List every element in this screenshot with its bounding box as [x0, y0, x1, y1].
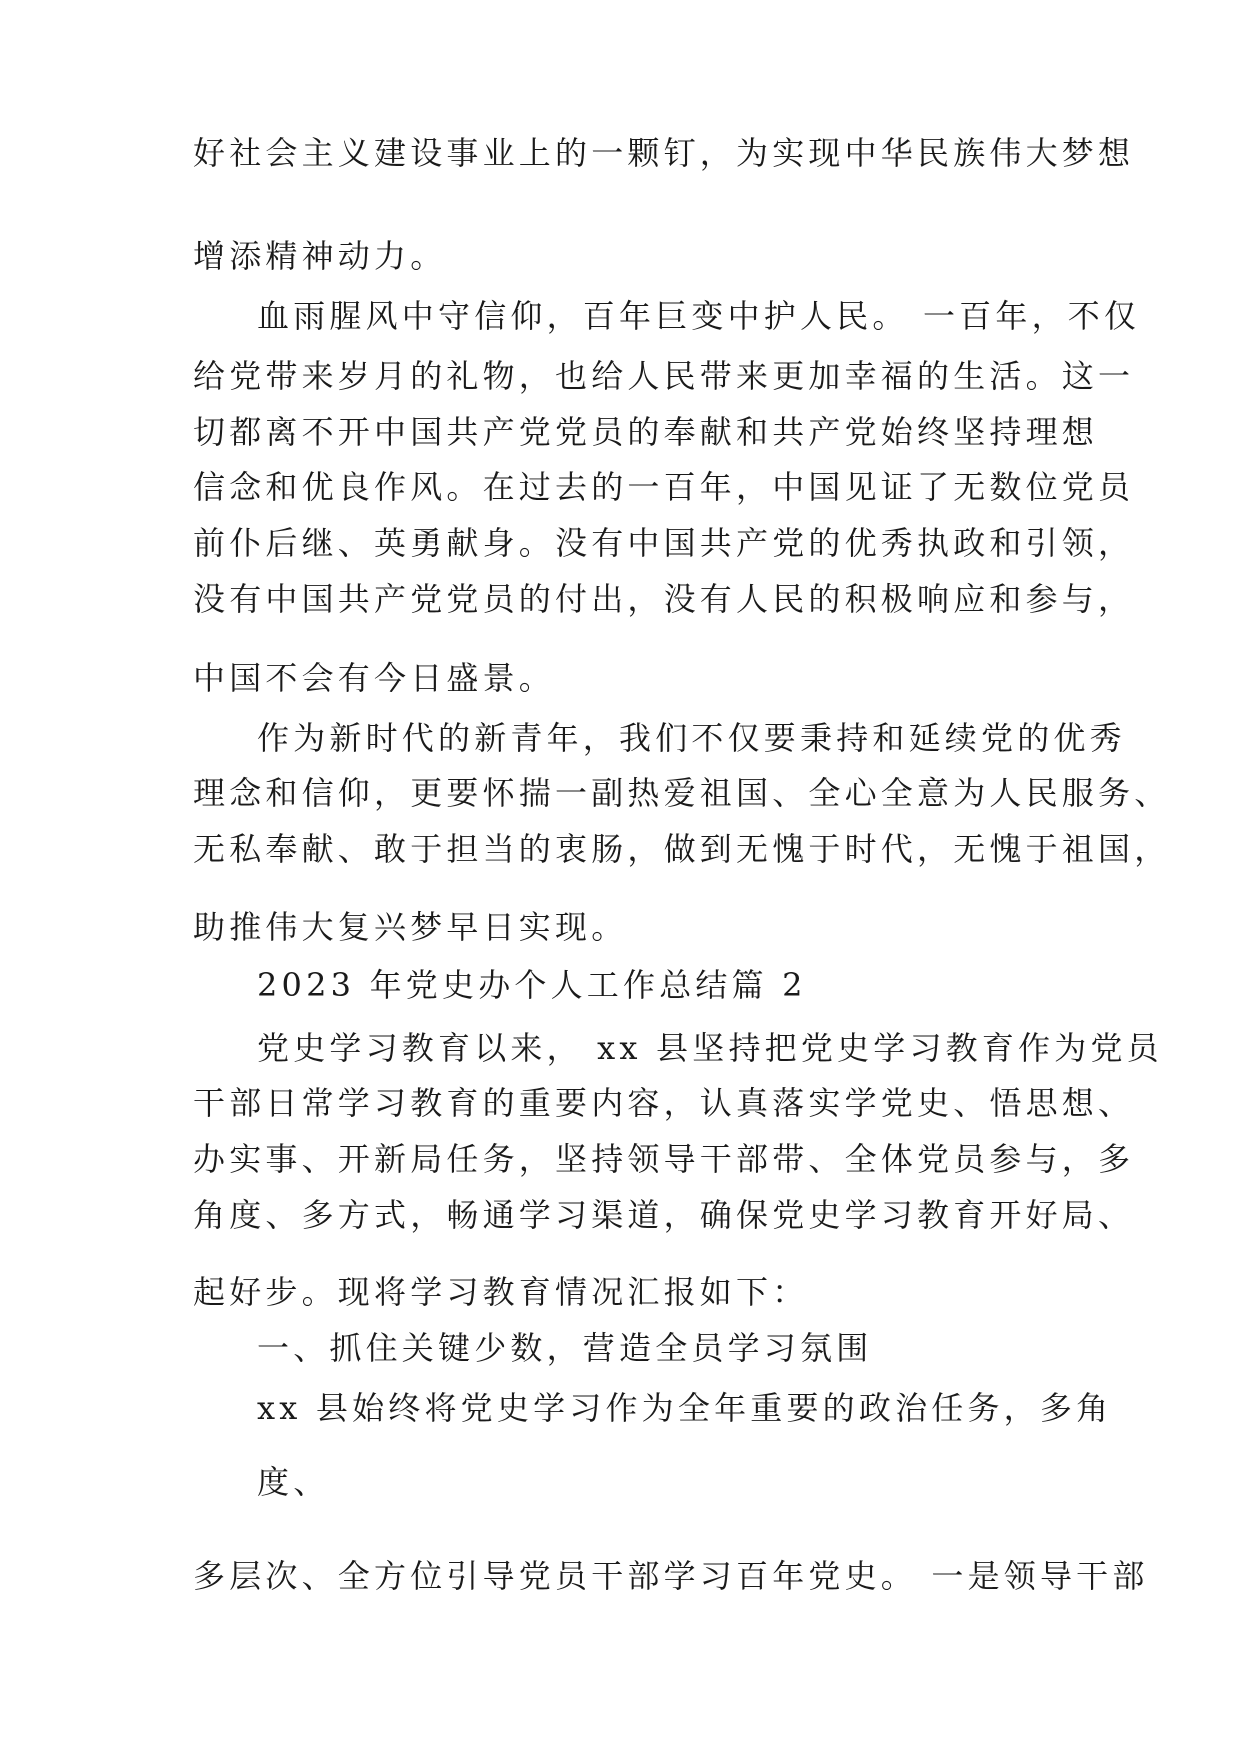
- paragraph-line: 起好步。现将学习教育情况汇报如下：: [193, 1273, 809, 1311]
- paragraph-line: 好社会主义建设事业上的一颗钉，为实现中华民族伟大梦想: [193, 134, 1135, 172]
- paragraph-line: 无私奉献、敢于担当的衷肠，做到无愧于时代，无愧于祖国，: [193, 830, 1171, 868]
- paragraph-line: 多层次、全方位引导党员干部学习百年党史。 一是领导干部: [193, 1557, 1149, 1595]
- paragraph-line: 角度、多方式，畅通学习渠道，确保党史学习教育开好局、: [193, 1196, 1135, 1234]
- paragraph-line: xx 县始终将党史学习作为全年重要的政治任务，多角: [257, 1389, 1113, 1427]
- paragraph-line: 给党带来岁月的礼物，也给人民带来更加幸福的生活。这一: [193, 357, 1135, 395]
- paragraph-line: 助推伟大复兴梦早日实现。: [193, 908, 628, 946]
- paragraph-line: 没有中国共产党党员的付出，没有人民的积极响应和参与，: [193, 580, 1135, 618]
- paragraph-line: 前仆后继、英勇献身。没有中国共产党的优秀执政和引领，: [193, 524, 1135, 562]
- paragraph-line: 党史学习教育以来， xx 县坚持把党史学习教育作为党员: [257, 1029, 1163, 1067]
- paragraph-line: 增添精神动力。: [193, 237, 447, 275]
- paragraph-line: 干部日常学习教育的重要内容，认真落实学党史、悟思想、: [193, 1084, 1135, 1122]
- paragraph-line: 血雨腥风中守信仰，百年巨变中护人民。 一百年，不仅: [257, 297, 1141, 335]
- paragraph-line: 信念和优良作风。在过去的一百年，中国见证了无数位党员: [193, 468, 1135, 506]
- paragraph-line: 中国不会有今日盛景。: [193, 659, 556, 697]
- paragraph-line: 度、: [257, 1463, 330, 1501]
- paragraph-line: 办实事、开新局任务，坚持领导干部带、全体党员参与，多: [193, 1140, 1135, 1178]
- paragraph-line: 理念和信仰，更要怀揣一副热爱祖国、全心全意为人民服务、: [193, 774, 1171, 812]
- paragraph-line: 切都离不开中国共产党党员的奉献和共产党始终坚持理想: [193, 413, 1099, 451]
- section-heading: 2023 年党史办个人工作总结篇 2: [257, 966, 807, 1004]
- subsection-heading: 一、抓住关键少数，营造全员学习氛围: [257, 1329, 873, 1367]
- paragraph-line: 作为新时代的新青年，我们不仅要秉持和延续党的优秀: [257, 719, 1126, 757]
